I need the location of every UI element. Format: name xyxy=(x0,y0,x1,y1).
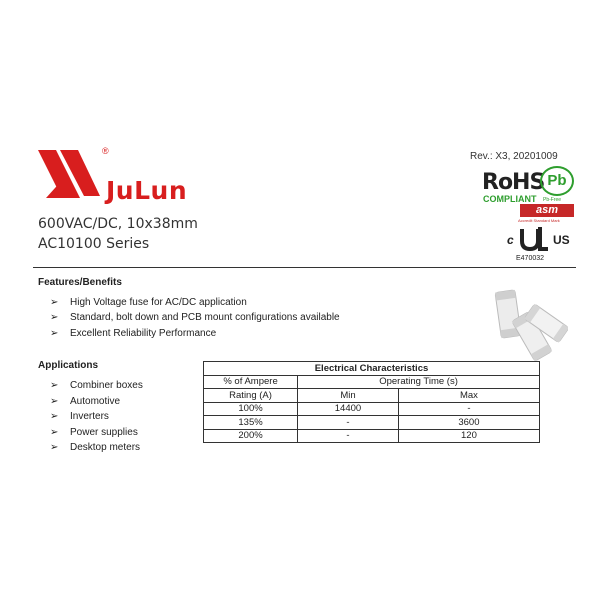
arrow-bullet-icon: ➢ xyxy=(50,297,59,308)
application-item: ➢ Inverters xyxy=(50,411,109,422)
min-header: Min xyxy=(298,389,399,403)
application-item: ➢ Power supplies xyxy=(50,427,138,438)
spec-line: 600VAC/DC, 10x38mm xyxy=(38,216,198,232)
julun-logo-icon xyxy=(38,148,100,200)
rating-header-line1: % of Ampere xyxy=(204,375,298,389)
feature-item: ➢ Excellent Reliability Performance xyxy=(50,328,217,339)
ul-us-label: US xyxy=(553,233,570,247)
brand-name: JuLun xyxy=(106,176,188,205)
electrical-characteristics-table xyxy=(203,361,540,443)
asm-logo: asm xyxy=(520,204,574,217)
features-heading: Features/Benefits xyxy=(38,277,122,288)
feature-item: ➢ High Voltage fuse for AC/DC application xyxy=(50,297,247,308)
asm-subtitle: Accredit Standard Mark xyxy=(518,218,560,223)
registered-mark: ® xyxy=(102,146,109,156)
divider xyxy=(33,267,576,268)
application-item: ➢ Desktop meters xyxy=(50,442,141,453)
table-title: Electrical Characteristics xyxy=(204,362,540,376)
arrow-bullet-icon: ➢ xyxy=(50,427,59,438)
pb-free-icon: Pb xyxy=(540,166,574,196)
ul-file-number: E470032 xyxy=(516,255,545,262)
rating-header-line2: Rating (A) xyxy=(204,389,298,403)
feature-item: ➢ Standard, bolt down and PCB mount configurations available xyxy=(50,312,340,323)
pb-free-label: Pb-Free xyxy=(543,197,562,203)
arrow-bullet-icon: ➢ xyxy=(50,380,59,391)
revision-label: Rev.: X3, 20201009 xyxy=(470,151,558,162)
table-row: 100% 14400 - xyxy=(204,402,540,416)
application-item: ➢ Automotive xyxy=(50,396,121,407)
arrow-bullet-icon: ➢ xyxy=(50,411,59,422)
arrow-bullet-icon: ➢ xyxy=(50,396,59,407)
ul-recognized-icon xyxy=(507,225,571,253)
operating-time-header: Operating Time (s) xyxy=(298,375,540,389)
arrow-bullet-icon: ➢ xyxy=(50,442,59,453)
ul-mark-icon xyxy=(518,225,550,253)
application-item: ➢ Combiner boxes xyxy=(50,380,143,391)
max-header: Max xyxy=(398,389,539,403)
table-row: 200% - 120 xyxy=(204,429,540,443)
arrow-bullet-icon: ➢ xyxy=(50,312,59,323)
arrow-bullet-icon: ➢ xyxy=(50,328,59,339)
ul-c-label: c xyxy=(507,233,514,247)
series-name: AC10100 Series xyxy=(38,236,150,252)
applications-heading: Applications xyxy=(38,360,99,371)
rohs-compliant-label: COMPLIANT xyxy=(483,194,537,204)
fuse-photo xyxy=(488,283,568,373)
table-row: 135% - 3600 xyxy=(204,416,540,430)
rohs-logo: RoHS xyxy=(482,170,545,195)
